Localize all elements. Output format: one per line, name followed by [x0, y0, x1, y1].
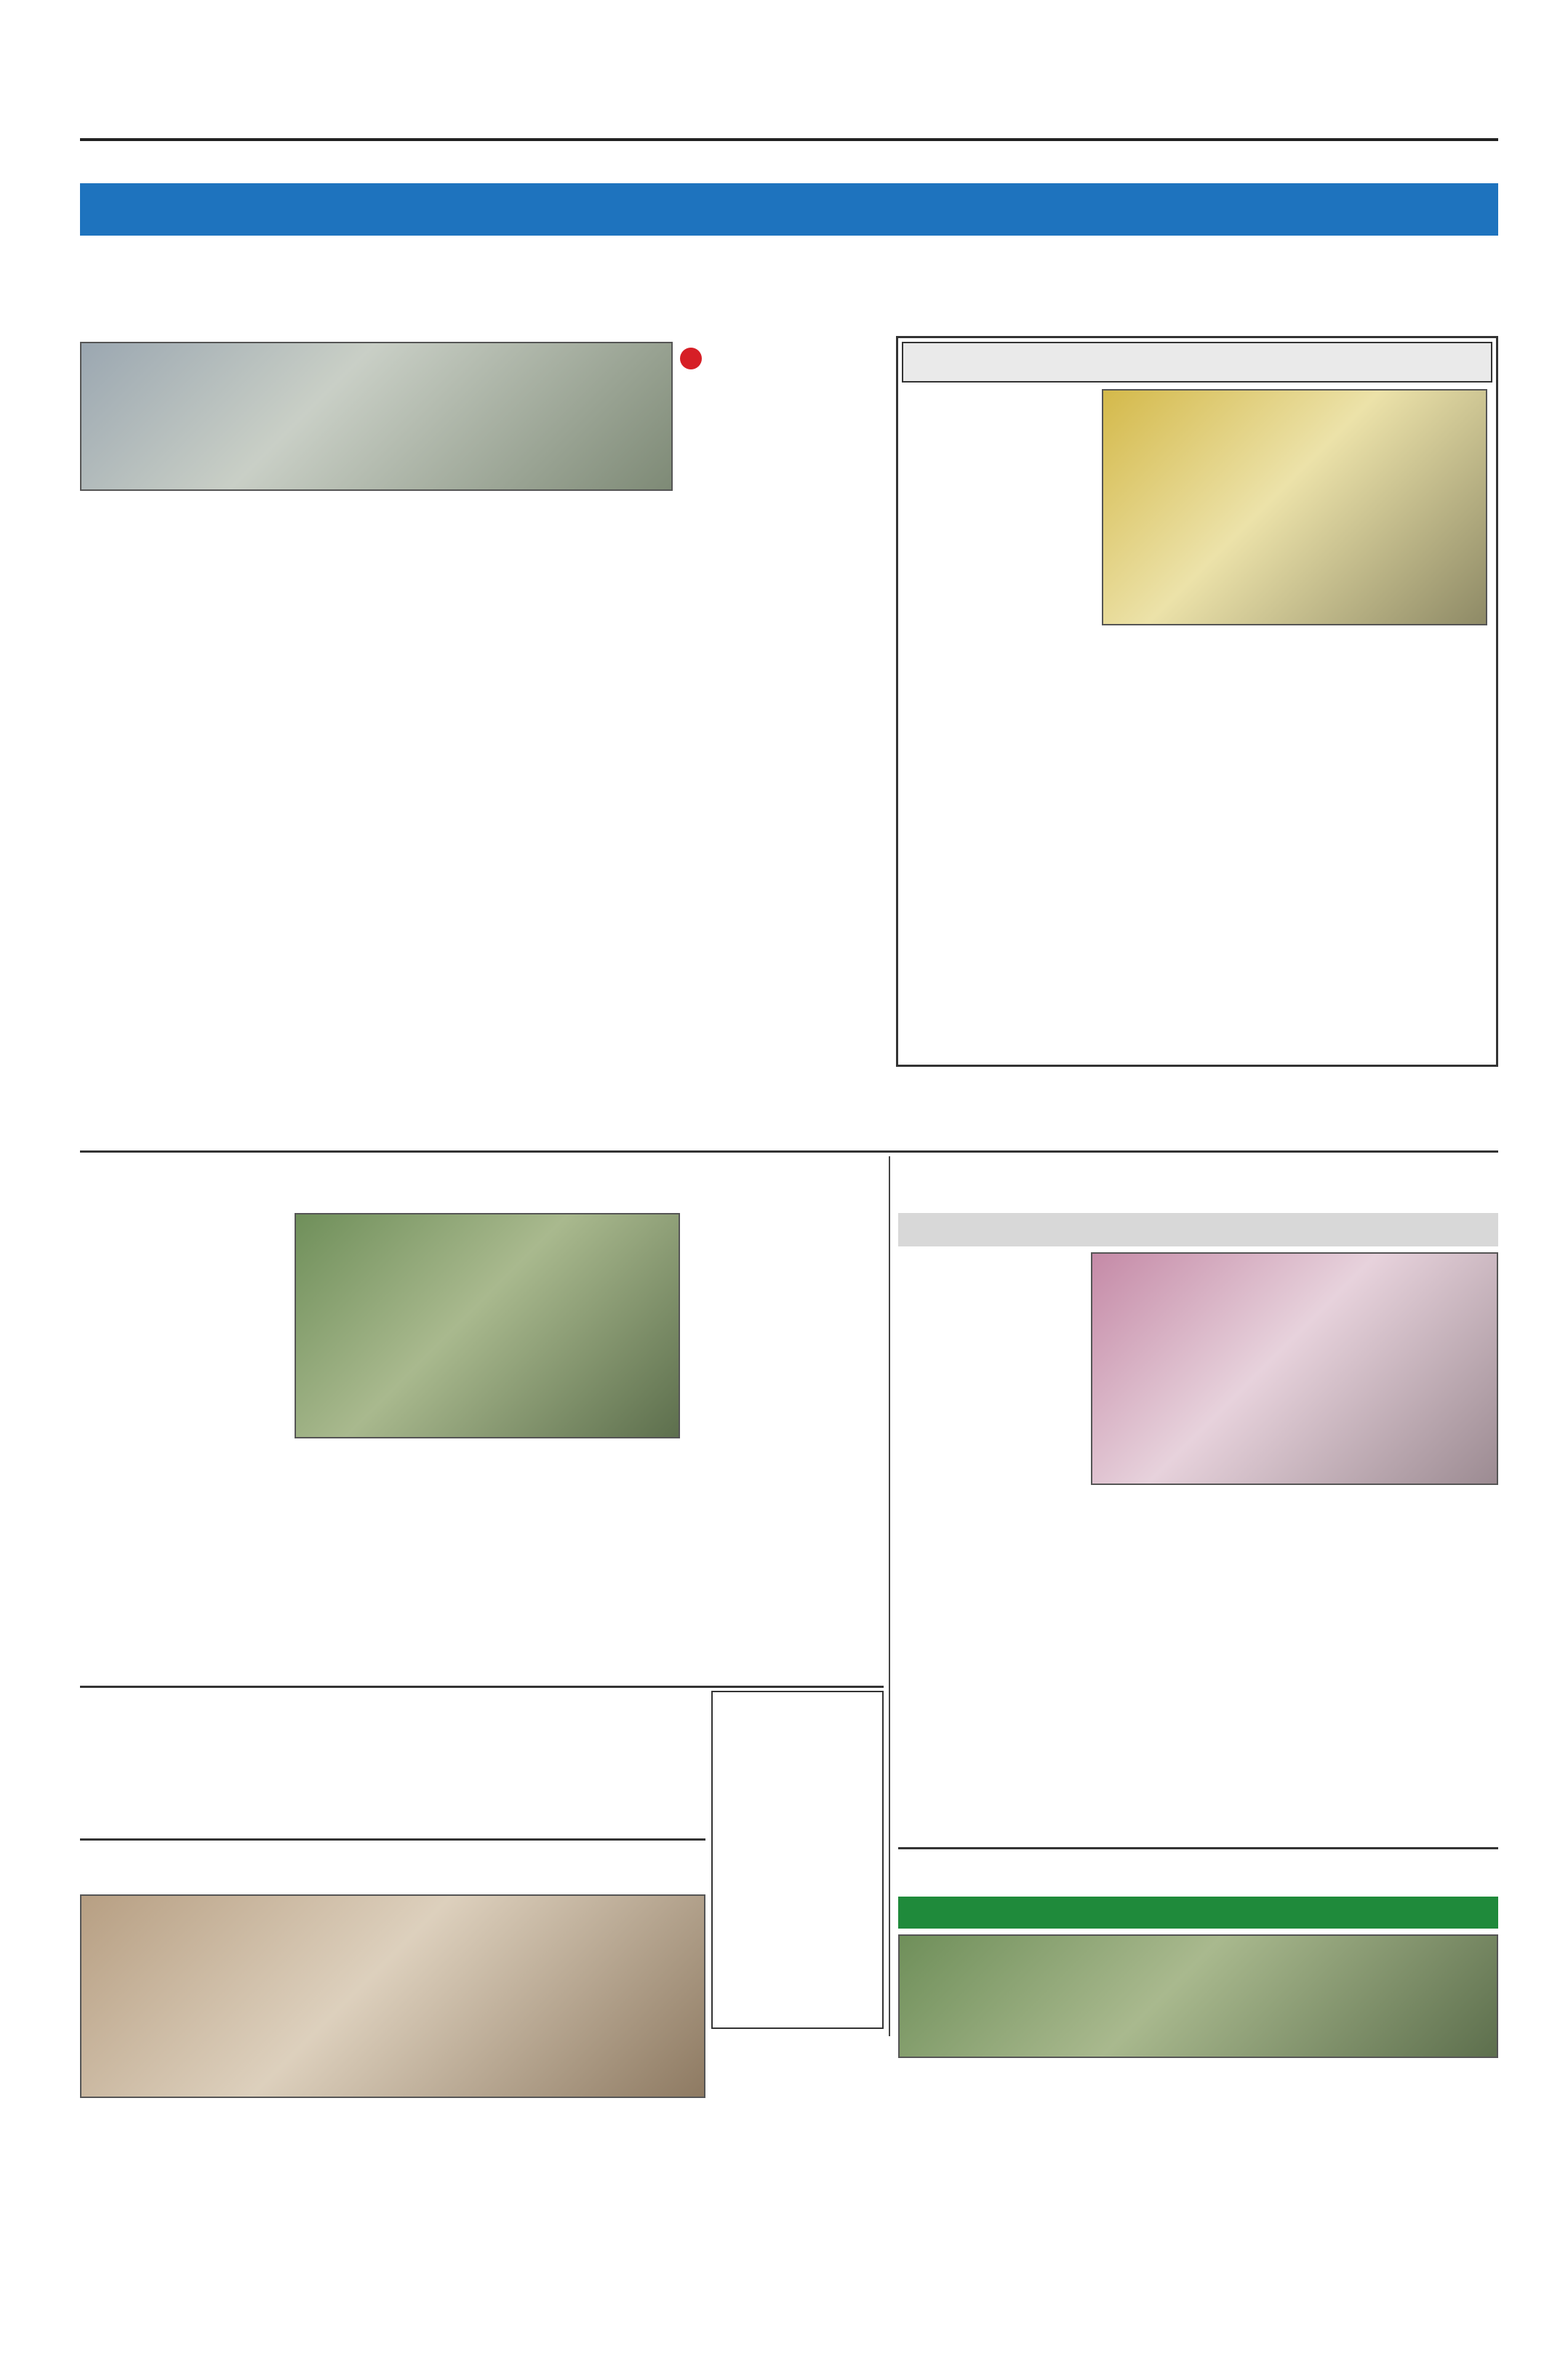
hospital-visit-col1: [898, 1252, 1084, 1740]
health-strip-col2: [1098, 1073, 1291, 1145]
hospital-visit-subhead: [898, 1213, 1498, 1246]
taskforce-meeting-photo: [80, 342, 673, 491]
youth-congress-col3: [491, 1447, 680, 1629]
lead-story-col3: [480, 502, 673, 1062]
youth-congress-col2: [295, 1447, 484, 1629]
main-headline: [80, 244, 1498, 339]
lead-story-col1: [80, 502, 269, 1062]
section-divider-2: [80, 1686, 884, 1688]
vaccine-awareness-col2: [396, 2153, 705, 2327]
hospital-visit-col3: [1298, 1538, 1498, 1843]
symptoms-col2: [1200, 2065, 1498, 2334]
oxygen-bus-photo: [1102, 389, 1487, 625]
masthead-rule: [80, 138, 1498, 141]
destitute-col1: [716, 1760, 880, 2022]
column-rule-center: [889, 1156, 890, 2036]
quote-bullet-icon: [680, 348, 702, 369]
oxygen-col2: [1102, 633, 1291, 1058]
corona-count-col2: [396, 1738, 702, 1833]
youth-congress-col1: [80, 1213, 284, 1686]
section-divider-4: [898, 1847, 1498, 1849]
oxygen-col3: [1302, 633, 1487, 1058]
section-divider-1: [80, 1150, 1498, 1153]
health-strip-col3: [1302, 1073, 1498, 1145]
quote-after-text: [684, 771, 887, 1062]
lead-story-col2: [280, 502, 469, 1062]
ration-kit-photo: [295, 1213, 680, 1438]
oxygen-story-title: [902, 342, 1492, 383]
bommalapura-meeting-photo: [80, 1894, 705, 2098]
vaccine-awareness-col1: [80, 2153, 385, 2327]
quote-text: [705, 342, 887, 720]
symptoms-col1: [898, 2065, 1189, 2334]
oxygen-col1: [905, 389, 1095, 1058]
youth-congress-col4: [691, 1213, 884, 1631]
symptoms-subhead: [898, 1897, 1498, 1929]
oximeter-check-photo: [1091, 1252, 1498, 1485]
corona-count-col1: [80, 1738, 385, 1833]
publisher-info: [80, 145, 1498, 171]
kesthur-meeting-photo: [898, 1934, 1498, 2058]
section-divider-3: [80, 1838, 705, 1841]
hospital-visit-col2: [1091, 1538, 1287, 1843]
health-strip-col1: [896, 1073, 1089, 1145]
top-strip-headline: [80, 183, 1498, 236]
